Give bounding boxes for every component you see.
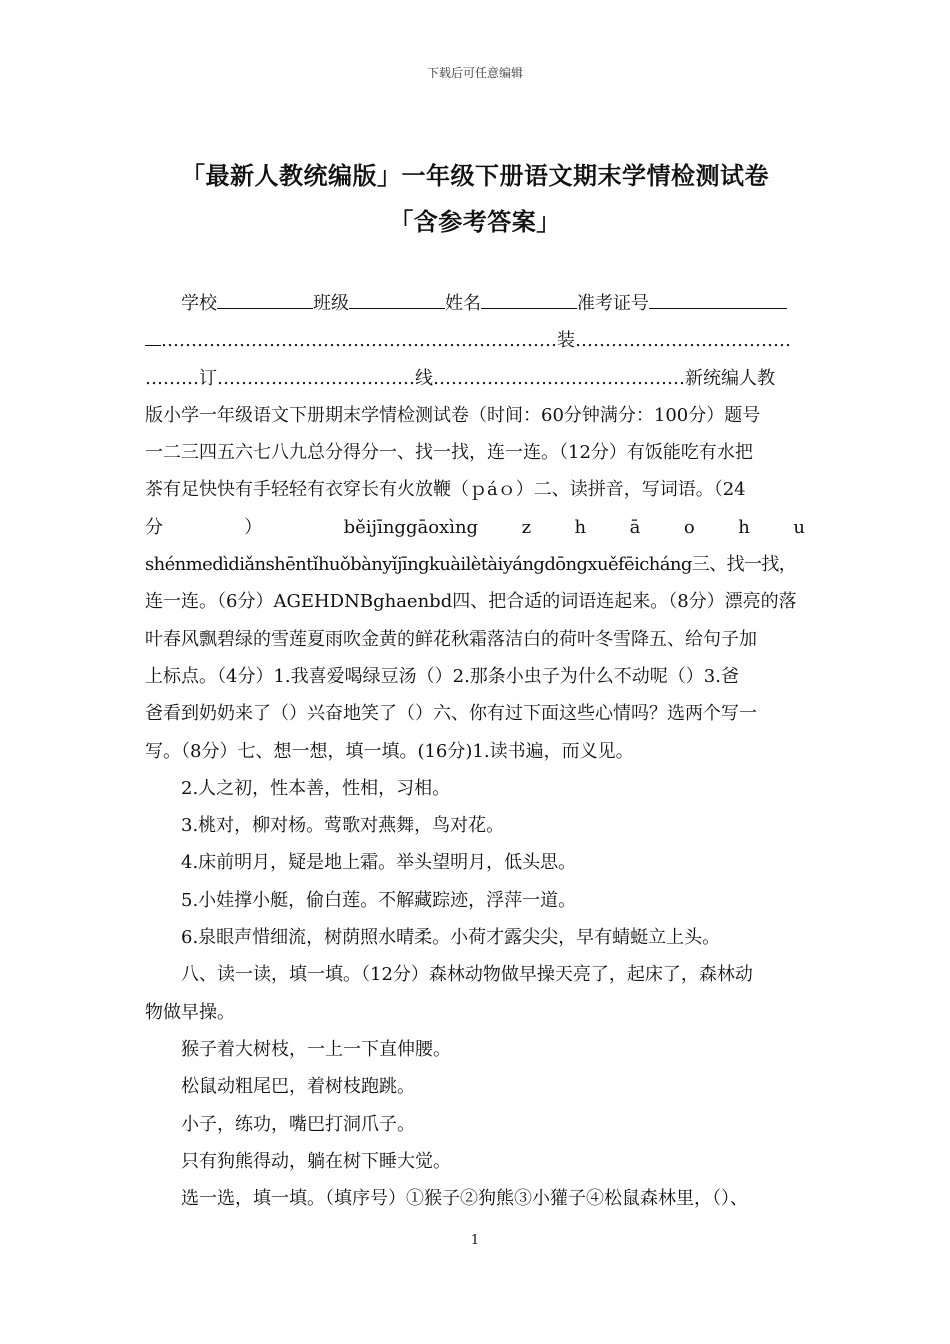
pinyin-letter: ā — [629, 516, 641, 538]
story-line: 松鼠动粗尾巴，着树枝跑跳。 — [181, 1076, 415, 1098]
pinyin-letter: z — [521, 516, 532, 538]
text-line: 爸看到奶奶来了（）兴奋地笑了（）六、你有过下面这些心情吗？选两个写一 — [145, 703, 757, 725]
school-label: 学校 — [181, 293, 217, 314]
story-line: 猴子着大树枝，一上一下直伸腰。 — [181, 1038, 451, 1060]
exam-id-blank[interactable] — [649, 290, 787, 309]
dots: ……… — [145, 367, 199, 389]
poem-line: 2.人之初，性本善，性相，习相。 — [181, 777, 451, 799]
binding-line-1 — [145, 322, 805, 359]
text-line: 连一连。（6分）AGEHDNBghaenbd四、把合适的词语连起来。（8分）漂亮的落 — [145, 591, 797, 613]
pinyin-letter: o — [683, 516, 695, 538]
story-line: 小子，练功，嘴巴打洞爪子。 — [181, 1113, 415, 1135]
binding-mark-xian: 线 — [415, 367, 433, 389]
pinyin-word: běijīnggāoxìng — [343, 516, 479, 538]
text-line: 上标点。（4分）1.我喜爱喝绿豆汤（）2.那条小虫子为什么不动呢（）3.爸 — [145, 665, 739, 687]
poem-line: 5.小娃撑小艇，偷白莲。不解藏踪迹，浮萍一道。 — [181, 889, 577, 911]
dots: ……………………………… — [575, 330, 791, 352]
name-label: 姓名 — [445, 293, 481, 314]
pinyin-line: shénmedìdiǎnshēntǐhuǒbànyǐjīngkuàilètàiyángdōngxuěfēicháng三、找一找， — [145, 554, 797, 576]
text-line: 版小学一年级语文下册期末学情检测试卷（时间：60分钟满分：100分）题号 — [145, 404, 761, 426]
student-info-line — [145, 285, 805, 322]
class-blank[interactable] — [349, 290, 445, 309]
text-fragment: 新统编人教 — [685, 367, 775, 389]
word: ） — [244, 516, 301, 538]
binding-mark-zhuang: 装 — [557, 330, 575, 352]
school-blank[interactable] — [217, 290, 313, 309]
text-line: 叶春风飘碧绿的雪莲夏雨吹金黄的鲜花秋霜落洁白的荷叶冬雪降五、给句子加 — [145, 628, 757, 650]
text-line: 茶有足快快有手轻轻有衣穿长有火放鞭（ｐáｏ）二、读拼音，写词语。（24 — [145, 479, 746, 501]
text-line: 写。（8分）七、想一想，填一填。(16分)1.读书遍，而义见。 — [145, 740, 634, 762]
pinyin-letter: h — [738, 516, 750, 538]
title-line-1: 「最新人教统编版」一年级下册语文期末学情检测试卷 — [181, 161, 769, 190]
dots: …………………………………… — [433, 367, 685, 389]
story-line: 只有狗熊得动，躺在树下睡大觉。 — [181, 1150, 451, 1172]
header-note: 下载后可任意编辑 — [426, 66, 523, 80]
pinyin-letter: h — [574, 516, 587, 538]
dots: …………………………… — [217, 367, 415, 389]
exam-id-blank-continued — [145, 327, 161, 346]
word: 分 — [145, 516, 201, 538]
question-line: 选一选，填一填。（填序号）①猴子②狗熊③小獾子④松鼠森林里，（）、 — [181, 1188, 748, 1210]
poem-line: 3.桃对，柳对杨。莺歌对燕舞，鸟对花。 — [181, 815, 505, 837]
page-number: 1 — [470, 1233, 480, 1248]
name-blank[interactable] — [481, 290, 577, 309]
binding-mark-ding: 订 — [199, 367, 217, 389]
exam-id-label: 准考证号 — [577, 293, 649, 314]
body-text — [145, 285, 805, 1217]
section-8-heading: 八、读一读，填一填。（12分）森林动物做早操天亮了，起床了，森林动 — [181, 964, 753, 986]
title-line-2: 「含参考答案」 — [389, 207, 561, 236]
poem-line: 4.床前明月，疑是地上霜。举头望明月，低头思。 — [181, 852, 577, 874]
text-line: 一二三四五六七八九总分得分一、找一找，连一连。（12分）有饭能吃有水把 — [145, 442, 753, 464]
text-line: 物做早操。 — [145, 1001, 235, 1023]
poem-line: 6.泉眼声惜细流，树荫照水晴柔。小荷才露尖尖，早有蜻蜓立上头。 — [181, 927, 721, 949]
pinyin-spaced-line — [145, 509, 805, 546]
pinyin-letter: u — [793, 516, 805, 538]
dots: ………………………………………………………… — [161, 330, 557, 352]
binding-line-2 — [145, 360, 805, 397]
class-label: 班级 — [313, 293, 349, 314]
